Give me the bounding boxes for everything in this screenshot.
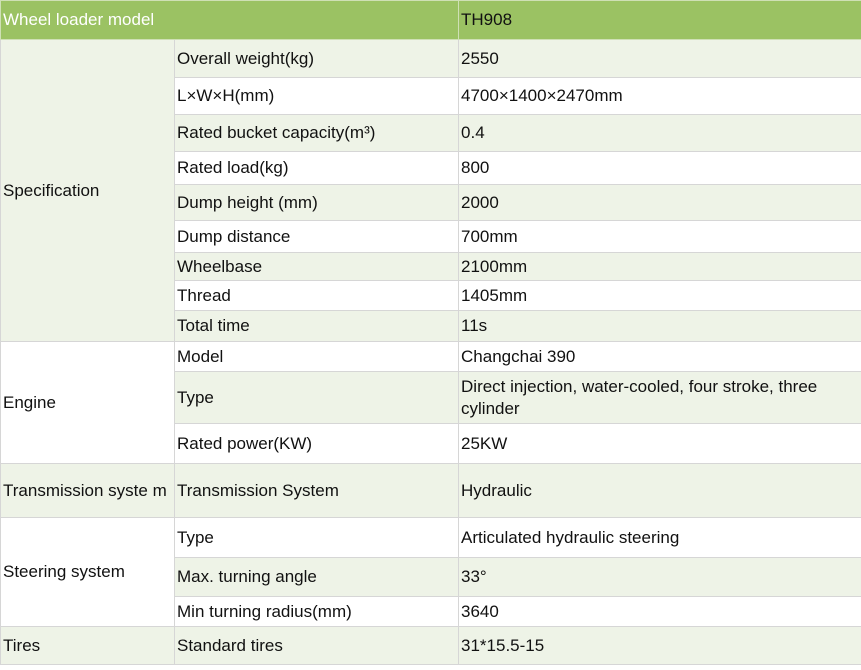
param-label: Type: [175, 518, 459, 558]
table-row: [1, 464, 861, 518]
group-label-transmission: Transmission syste m: [1, 464, 175, 518]
param-label: Thread: [175, 281, 459, 311]
table-row: [1, 518, 861, 558]
group-label-specification: Specification: [1, 40, 175, 342]
param-label: Wheelbase: [175, 253, 459, 281]
param-value: 31*15.5-15: [459, 627, 861, 665]
table-row: [1, 627, 861, 665]
param-label: Model: [175, 342, 459, 372]
param-label: Min turning radius(mm): [175, 597, 459, 627]
param-label: Overall weight(kg): [175, 40, 459, 78]
param-label: Rated power(KW): [175, 424, 459, 464]
param-label: Dump height (mm): [175, 185, 459, 221]
param-value: Articulated hydraulic steering: [459, 518, 861, 558]
param-value: 800: [459, 152, 861, 185]
param-label: Standard tires: [175, 627, 459, 665]
group-label-steering: Steering system: [1, 518, 175, 627]
param-value: 2000: [459, 185, 861, 221]
param-value: 11s: [459, 311, 861, 342]
param-label: L×W×H(mm): [175, 78, 459, 115]
param-value: 0.4: [459, 115, 861, 152]
param-value: Direct injection, water-cooled, four stroke, three cylinder: [459, 372, 861, 424]
param-label: Type: [175, 372, 459, 424]
table-row: [1, 342, 861, 372]
param-value: 2550: [459, 40, 861, 78]
param-value: 25KW: [459, 424, 861, 464]
group-label-tires: Tires: [1, 627, 175, 665]
header-row: [1, 1, 861, 40]
param-value: Changchai 390: [459, 342, 861, 372]
param-value: 3640: [459, 597, 861, 627]
header-label: Wheel loader model: [1, 1, 459, 40]
param-label: Dump distance: [175, 221, 459, 253]
param-value: Hydraulic: [459, 464, 861, 518]
param-value: 33°: [459, 558, 861, 597]
param-label: Rated bucket capacity(m³): [175, 115, 459, 152]
param-label: Total time: [175, 311, 459, 342]
param-value: 700mm: [459, 221, 861, 253]
param-label: Rated load(kg): [175, 152, 459, 185]
table-row: [1, 40, 861, 78]
param-label: Transmission System: [175, 464, 459, 518]
param-value: 2100mm: [459, 253, 861, 281]
group-label-engine: Engine: [1, 342, 175, 464]
param-value: 4700×1400×2470mm: [459, 78, 861, 115]
param-label: Max. turning angle: [175, 558, 459, 597]
header-model-value: TH908: [459, 1, 861, 40]
param-value: 1405mm: [459, 281, 861, 311]
